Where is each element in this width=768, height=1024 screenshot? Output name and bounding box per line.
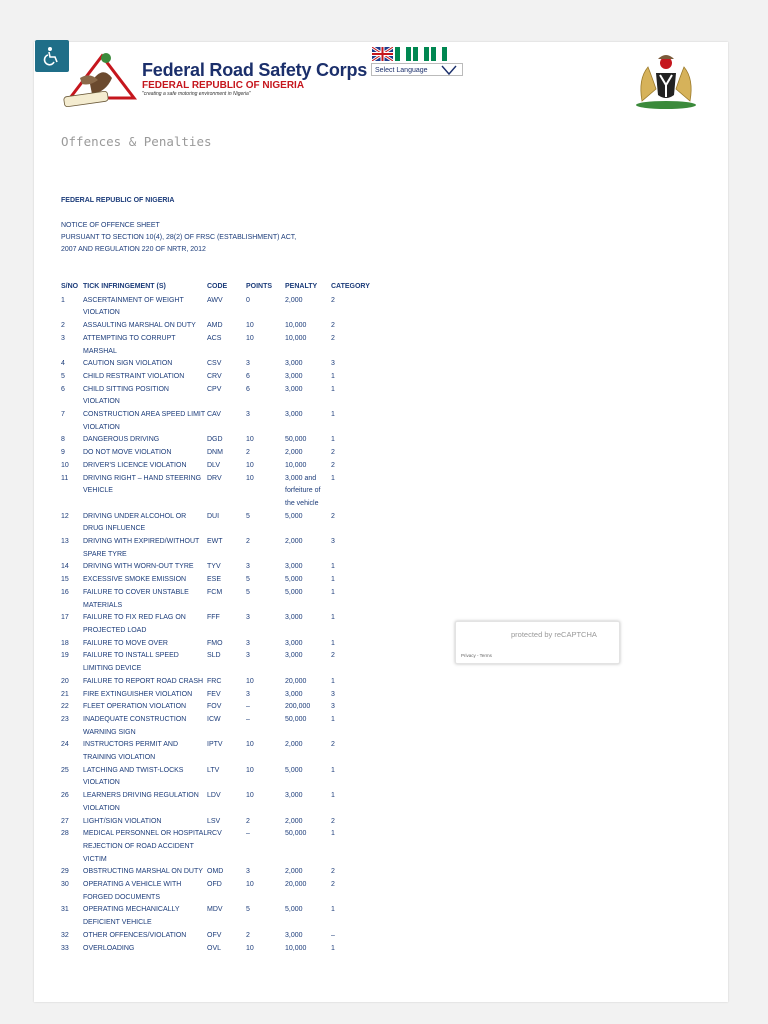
table-cell: 3 bbox=[246, 563, 250, 571]
table-cell: 10,000 bbox=[285, 322, 307, 330]
table-cell: EXCESSIVE SMOKE EMISSION bbox=[83, 576, 187, 584]
table-cell: 10 bbox=[246, 474, 254, 482]
table-cell: 23 bbox=[61, 715, 69, 723]
notice-line: NOTICE OF OFFENCE SHEET bbox=[61, 222, 160, 229]
table-cell: 20,000 bbox=[285, 677, 307, 685]
table-cell: 1 bbox=[331, 563, 335, 571]
table-cell: DRV bbox=[207, 474, 222, 482]
table-cell: 2,000 bbox=[285, 449, 303, 457]
table-cell: INSTRUCTORS PERMIT AND TRAINING VIOLATION bbox=[83, 741, 179, 762]
table-cell: FIRE EXTINGUISHER VIOLATION bbox=[83, 690, 193, 698]
table-cell: OFV bbox=[207, 931, 222, 939]
recaptcha-badge[interactable] bbox=[455, 621, 620, 664]
header-cell: S/NO bbox=[61, 283, 79, 290]
english-flag-icon[interactable] bbox=[372, 47, 393, 61]
table-cell: 9 bbox=[61, 449, 65, 457]
table-cell: 2 bbox=[331, 449, 335, 457]
table-cell: 24 bbox=[61, 741, 69, 749]
site-title: Federal Road Safety Corps bbox=[142, 60, 368, 80]
table-cell: 2 bbox=[246, 449, 250, 457]
table-cell: 10,000 bbox=[285, 461, 307, 469]
header-cell: CODE bbox=[207, 283, 228, 290]
table-cell: OPERATING A VEHICLE WITH FORGED DOCUMENTS bbox=[83, 881, 182, 901]
table-cell: 2 bbox=[331, 868, 335, 876]
table-cell: 3,000 bbox=[285, 639, 303, 647]
table-cell: 2 bbox=[331, 652, 335, 660]
table-cell: 0 bbox=[246, 296, 250, 304]
chevron-down-icon bbox=[440, 64, 458, 76]
table-cell: 10 bbox=[61, 461, 69, 469]
table-row bbox=[61, 714, 391, 739]
table-cell: 5,000 bbox=[285, 576, 303, 584]
table-cell: – bbox=[246, 715, 250, 723]
table-cell: CSV bbox=[207, 360, 222, 368]
table-row bbox=[61, 689, 391, 702]
table-cell: 8 bbox=[61, 436, 65, 444]
table-cell: DUI bbox=[207, 512, 220, 520]
table-cell: 11 bbox=[61, 474, 69, 482]
table-cell: 2 bbox=[331, 741, 335, 749]
table-row bbox=[61, 650, 391, 675]
table-cell: 3 bbox=[246, 652, 250, 660]
table-cell: LTV bbox=[207, 766, 220, 774]
language-select[interactable] bbox=[371, 63, 463, 76]
table-row bbox=[61, 295, 391, 320]
table-cell: 5 bbox=[61, 372, 65, 380]
table-cell: FAILURE TO FIX RED FLAG ON PROJECTED LOAD bbox=[83, 614, 186, 634]
table-cell: 3 bbox=[246, 360, 250, 368]
table-cell: EWT bbox=[207, 538, 223, 546]
nigeria-flag-icon[interactable] bbox=[413, 47, 429, 61]
table-row bbox=[61, 574, 391, 587]
table-cell: 200,000 bbox=[285, 703, 311, 711]
table-cell: 3 bbox=[61, 334, 65, 342]
table-cell: 10 bbox=[246, 677, 254, 685]
table-cell: 1 bbox=[331, 639, 335, 647]
table-cell: – bbox=[331, 931, 335, 939]
table-cell: 50,000 bbox=[285, 715, 307, 723]
table-cell: 10 bbox=[246, 881, 254, 889]
table-body bbox=[61, 295, 391, 956]
table-cell: ATTEMPTING TO CORRUPT MARSHAL bbox=[83, 334, 176, 355]
table-cell: 1 bbox=[331, 906, 335, 914]
table-row bbox=[61, 447, 391, 460]
table-cell: 28 bbox=[61, 830, 69, 838]
table-cell: 32 bbox=[61, 931, 69, 939]
table-cell: RCV bbox=[207, 830, 222, 838]
table-cell: SLD bbox=[207, 652, 221, 660]
table-cell: 2 bbox=[246, 538, 250, 546]
table-row bbox=[61, 879, 391, 904]
table-cell: 33 bbox=[61, 944, 69, 952]
table-cell: 1 bbox=[331, 411, 335, 419]
table-cell: 2,000 bbox=[285, 817, 303, 825]
table-cell: DNM bbox=[207, 449, 223, 457]
table-cell: CAV bbox=[207, 411, 221, 419]
header-cell: POINTS bbox=[246, 283, 273, 290]
table-cell: 5 bbox=[246, 576, 250, 584]
table-cell: 3,000 and forfeiture of the vehicle bbox=[285, 474, 321, 507]
table-row bbox=[61, 473, 391, 511]
table-cell: LATCHING AND TWIST-LOCKS VIOLATION bbox=[83, 766, 184, 787]
header-cell: PENALTY bbox=[285, 283, 318, 290]
table-cell: 3 bbox=[331, 703, 335, 711]
table-cell: ICW bbox=[207, 715, 221, 723]
table-cell: 2 bbox=[331, 334, 335, 342]
table-cell: 15 bbox=[61, 576, 69, 584]
table-cell: 18 bbox=[61, 639, 69, 647]
table-cell: FOV bbox=[207, 703, 222, 711]
table-cell: 14 bbox=[61, 563, 69, 571]
table-cell: 3,000 bbox=[285, 931, 303, 939]
table-cell: – bbox=[246, 703, 250, 711]
table-cell: 2,000 bbox=[285, 538, 303, 546]
table-cell: 2 bbox=[246, 931, 250, 939]
table-row bbox=[61, 434, 391, 447]
table-cell: 4 bbox=[61, 360, 65, 368]
table-cell: 6 bbox=[246, 372, 250, 380]
table-cell: 1 bbox=[331, 715, 335, 723]
table-row bbox=[61, 943, 391, 956]
table-row bbox=[61, 828, 391, 866]
table-cell: 5 bbox=[246, 512, 250, 520]
table-row bbox=[61, 790, 391, 815]
page-title: Offences & Penalties bbox=[61, 134, 212, 149]
table-cell: CHILD RESTRAINT VIOLATION bbox=[83, 372, 185, 380]
table-cell: 5,000 bbox=[285, 766, 303, 774]
table-cell: 3 bbox=[246, 614, 250, 622]
offences-table bbox=[61, 281, 391, 955]
table-cell: 10 bbox=[246, 944, 254, 952]
table-cell: 16 bbox=[61, 588, 69, 596]
table-row bbox=[61, 460, 391, 473]
table-row bbox=[61, 384, 391, 409]
table-cell: 1 bbox=[331, 792, 335, 800]
table-cell: 3,000 bbox=[285, 614, 303, 622]
table-cell: IPTV bbox=[207, 741, 223, 749]
table-cell: DRIVING RIGHT – HAND STEERING VEHICLE bbox=[83, 474, 202, 495]
coat-of-arms-icon bbox=[630, 49, 702, 111]
table-row bbox=[61, 320, 391, 333]
table-cell: 20,000 bbox=[285, 881, 307, 889]
table-cell: INADEQUATE CONSTRUCTION WARNING SIGN bbox=[83, 715, 187, 736]
table-cell: CRV bbox=[207, 372, 222, 380]
table-cell: OVL bbox=[207, 944, 222, 952]
table-cell: CHILD SITTING POSITION VIOLATION bbox=[83, 385, 169, 406]
table-cell: 2,000 bbox=[285, 868, 303, 876]
table-cell: 1 bbox=[331, 588, 335, 596]
table-cell: 13 bbox=[61, 538, 69, 546]
table-row bbox=[61, 638, 391, 651]
table-cell: 1 bbox=[331, 385, 335, 393]
table-cell: 3,000 bbox=[285, 372, 303, 380]
table-cell: 20 bbox=[61, 677, 69, 685]
table-cell: OMD bbox=[207, 868, 224, 876]
table-cell: ASSAULTING MARSHAL ON DUTY bbox=[83, 322, 196, 330]
table-cell: 1 bbox=[331, 766, 335, 774]
table-cell: 1 bbox=[61, 296, 65, 304]
table-cell: 3 bbox=[331, 360, 335, 368]
table-cell: FAILURE TO REPORT ROAD CRASH bbox=[83, 677, 204, 685]
table-cell: 2 bbox=[61, 322, 65, 330]
table-cell: 10 bbox=[246, 792, 254, 800]
table-cell: 26 bbox=[61, 792, 69, 800]
table-cell: DRIVER'S LICENCE VIOLATION bbox=[83, 461, 187, 469]
table-cell: OPERATING MECHANICALLY DEFICIENT VEHICLE bbox=[83, 906, 180, 927]
table-row bbox=[61, 333, 391, 358]
table-cell: 17 bbox=[61, 614, 69, 622]
table-cell: 10 bbox=[246, 741, 254, 749]
table-cell: 6 bbox=[246, 385, 250, 393]
table-cell: OVERLOADING bbox=[83, 944, 135, 952]
table-cell: 2 bbox=[331, 817, 335, 825]
nigeria-flag-icon[interactable] bbox=[395, 47, 411, 61]
table-cell: DRIVING WITH WORN-OUT TYRE bbox=[83, 563, 194, 571]
table-cell: ASCERTAINMENT OF WEIGHT VIOLATION bbox=[83, 296, 184, 317]
table-cell: 2 bbox=[331, 461, 335, 469]
table-cell: 10 bbox=[246, 322, 254, 330]
table-row bbox=[61, 536, 391, 561]
table-cell: FCM bbox=[207, 588, 223, 596]
table-cell: OFD bbox=[207, 881, 222, 889]
table-cell: TYV bbox=[207, 563, 221, 571]
table-cell: 5 bbox=[246, 588, 250, 596]
notice-line: 2007 AND REGULATION 220 OF NRTR, 2012 bbox=[61, 246, 206, 253]
table-cell: DRIVING UNDER ALCOHOL OR DRUG INFLUENCE bbox=[83, 512, 187, 533]
table-cell: FLEET OPERATION VIOLATION bbox=[83, 703, 187, 711]
table-cell: 2 bbox=[331, 322, 335, 330]
table-cell: 10,000 bbox=[285, 944, 307, 952]
table-row bbox=[61, 765, 391, 790]
table-cell: 12 bbox=[61, 512, 69, 520]
table-cell: 50,000 bbox=[285, 436, 307, 444]
table-cell: 1 bbox=[331, 576, 335, 584]
table-cell: 2 bbox=[331, 512, 335, 520]
table-cell: 1 bbox=[331, 677, 335, 685]
table-cell: 2,000 bbox=[285, 741, 303, 749]
frsc-logo[interactable] bbox=[62, 48, 140, 112]
table-cell: 3,000 bbox=[285, 360, 303, 368]
table-cell: 1 bbox=[331, 474, 335, 482]
table-cell: 50,000 bbox=[285, 830, 307, 838]
table-cell: 1 bbox=[331, 372, 335, 380]
table-row bbox=[61, 612, 391, 637]
table-cell: 1 bbox=[331, 830, 335, 838]
table-cell: 10,000 bbox=[285, 334, 307, 342]
header-cell: TICK INFRINGEMENT (S) bbox=[83, 283, 166, 290]
table-cell: DANGEROUS DRIVING bbox=[83, 436, 160, 444]
table-row bbox=[61, 739, 391, 764]
table-cell: LEARNERS DRIVING REGULATION VIOLATION bbox=[83, 792, 199, 812]
table-row bbox=[61, 371, 391, 384]
table-cell: 10 bbox=[246, 766, 254, 774]
table-cell: FAILURE TO MOVE OVER bbox=[83, 639, 168, 647]
table-cell: 29 bbox=[61, 868, 69, 876]
table-cell: DO NOT MOVE VIOLATION bbox=[83, 449, 172, 457]
table-cell: 1 bbox=[331, 614, 335, 622]
table-cell: 31 bbox=[61, 906, 69, 914]
table-cell: 3 bbox=[246, 411, 250, 419]
table-cell: 6 bbox=[61, 385, 65, 393]
accessibility-icon bbox=[42, 46, 62, 66]
table-row bbox=[61, 511, 391, 536]
table-header bbox=[61, 281, 391, 294]
table-cell: AWV bbox=[207, 296, 223, 304]
table-row bbox=[61, 358, 391, 371]
table-cell: 30 bbox=[61, 881, 69, 889]
table-cell: FAILURE TO INSTALL SPEED LIMITING DEVICE bbox=[83, 652, 179, 673]
table-cell: 1 bbox=[331, 436, 335, 444]
header-cell: CATEGORY bbox=[331, 283, 370, 290]
table-row bbox=[61, 701, 391, 714]
table-cell: 3,000 bbox=[285, 792, 303, 800]
table-cell: 19 bbox=[61, 652, 69, 660]
nigeria-flag-icon[interactable] bbox=[431, 47, 447, 61]
table-cell: LSV bbox=[207, 817, 221, 825]
table-cell: LDV bbox=[207, 792, 221, 800]
table-cell: 3 bbox=[331, 538, 335, 546]
table-cell: ACS bbox=[207, 334, 222, 342]
table-row bbox=[61, 587, 391, 612]
table-row bbox=[61, 561, 391, 574]
table-cell: 3 bbox=[246, 868, 250, 876]
table-cell: MDV bbox=[207, 906, 223, 914]
table-row bbox=[61, 904, 391, 929]
table-cell: 10 bbox=[246, 334, 254, 342]
table-cell: 3 bbox=[246, 690, 250, 698]
table-cell: LIGHT/SIGN VIOLATION bbox=[83, 817, 162, 825]
language-select-label: Select Language bbox=[375, 67, 428, 74]
table-cell: 3,000 bbox=[285, 652, 303, 660]
table-cell: ESE bbox=[207, 576, 222, 584]
site-subtitle: FEDERAL REPUBLIC OF NIGERIA bbox=[142, 80, 305, 91]
notice-country: FEDERAL REPUBLIC OF NIGERIA bbox=[61, 197, 175, 204]
table-cell: CPV bbox=[207, 385, 222, 393]
table-cell: DLV bbox=[207, 461, 221, 469]
table-cell: 3,000 bbox=[285, 411, 303, 419]
table-cell: 5,000 bbox=[285, 512, 303, 520]
table-cell: 3,000 bbox=[285, 563, 303, 571]
table-cell: FMO bbox=[207, 639, 223, 647]
table-cell: 25 bbox=[61, 766, 69, 774]
table-cell: OBSTRUCTING MARSHAL ON DUTY bbox=[83, 868, 203, 876]
notice-header bbox=[61, 220, 296, 256]
notice-line: PURSUANT TO SECTION 10(4), 28(2) OF FRSC (ESTABLISHMENT) ACT, bbox=[61, 234, 297, 241]
language-flags bbox=[372, 47, 447, 61]
table-cell: FAILURE TO COVER UNSTABLE MATERIALS bbox=[83, 588, 189, 609]
table-row bbox=[61, 409, 391, 434]
table-row bbox=[61, 816, 391, 829]
recaptcha-text: protected by reCAPTCHA bbox=[511, 630, 597, 639]
table-cell: 2 bbox=[331, 296, 335, 304]
table-cell: 2 bbox=[246, 817, 250, 825]
table-cell: 5 bbox=[246, 906, 250, 914]
table-cell: 3,000 bbox=[285, 690, 303, 698]
table-cell: 10 bbox=[246, 461, 254, 469]
table-cell: DRIVING WITH EXPIRED/WITHOUT SPARE TYRE bbox=[83, 538, 200, 558]
site-tagline: "creating a safe motoring environment in Nigeria" bbox=[142, 91, 251, 97]
table-cell: 5,000 bbox=[285, 588, 303, 596]
table-cell: – bbox=[246, 830, 250, 838]
table-cell: 22 bbox=[61, 703, 69, 711]
table-cell: 27 bbox=[61, 817, 69, 825]
table-cell: OTHER OFFENCES/VIOLATION bbox=[83, 931, 187, 939]
table-cell: CONSTRUCTION AREA SPEED LIMIT VIOLATION bbox=[83, 411, 206, 431]
table-row bbox=[61, 866, 391, 879]
table-cell: 1 bbox=[331, 944, 335, 952]
table-cell: 2 bbox=[331, 881, 335, 889]
table-cell: MEDICAL PERSONNEL OR HOSPITAL REJECTION OF ROAD ACCIDENT VICTIM bbox=[83, 830, 207, 863]
table-cell: 3 bbox=[331, 690, 335, 698]
table-cell: DGD bbox=[207, 436, 223, 444]
recaptcha-links[interactable]: Privacy - Terms bbox=[461, 653, 492, 658]
table-cell: 2,000 bbox=[285, 296, 303, 304]
table-cell: FRC bbox=[207, 677, 222, 685]
table-cell: 3 bbox=[246, 639, 250, 647]
table-cell: 21 bbox=[61, 690, 69, 698]
table-cell: 7 bbox=[61, 411, 65, 419]
table-row bbox=[61, 930, 391, 943]
table-row bbox=[61, 676, 391, 689]
table-cell: FFF bbox=[207, 614, 220, 622]
table-cell: FEV bbox=[207, 690, 221, 698]
table-cell: CAUTION SIGN VIOLATION bbox=[83, 360, 173, 368]
table-cell: 10 bbox=[246, 436, 254, 444]
table-cell: 5,000 bbox=[285, 906, 303, 914]
table-cell: AMD bbox=[207, 322, 223, 330]
table-cell: 3,000 bbox=[285, 385, 303, 393]
